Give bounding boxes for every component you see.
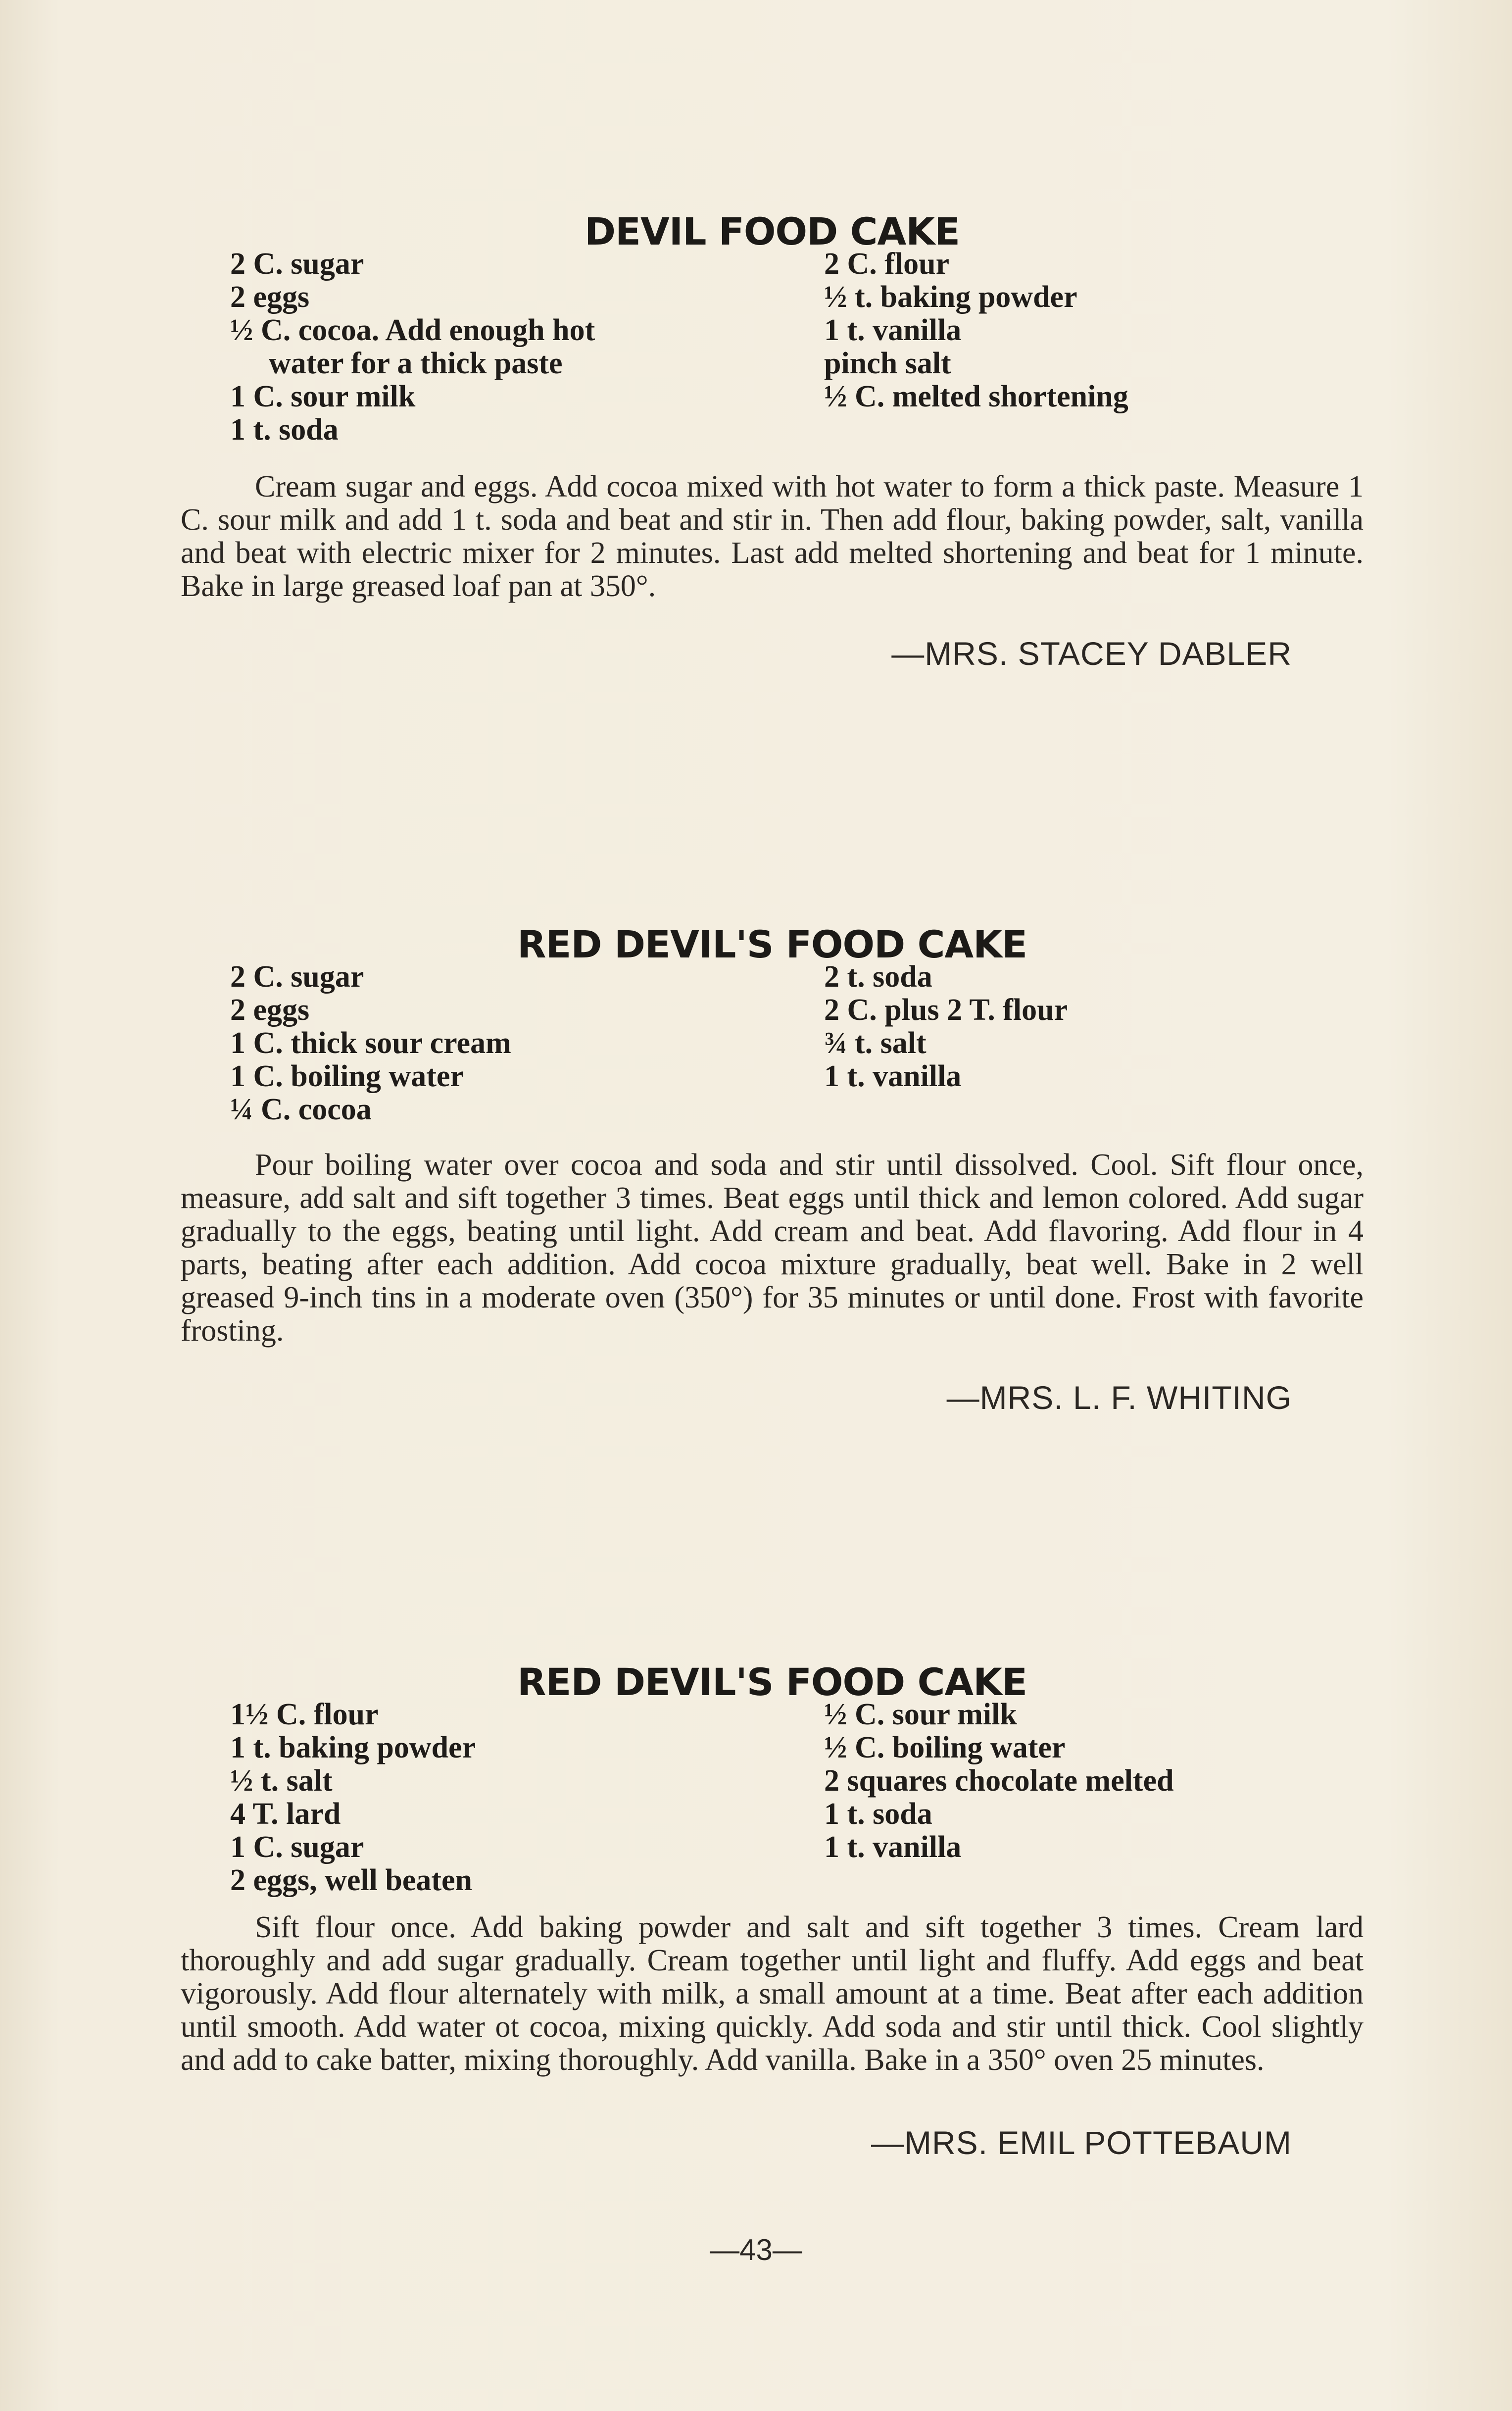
ingredient-item: 2 eggs [230, 280, 310, 314]
recipe-method: Pour boiling water over cocoa and soda and stir until dissolved. Cool. Sift flour once, measure, add salt and sift together 3 times. Beat eggs until thick and lemon colored. Add sugar gradually to the eggs, beating until light. Add cream and beat. Add flavoring. Add flour in 4 parts, beating after each addition. Add cocoa mixture gradually, beat well. Bake in 2 well greased 9-inch tins in a moderate oven (350°) for 35 minutes or until done. Frost with favorite frosting. [181, 1148, 1364, 1348]
ingredient-item: 4 T. lard [230, 1797, 341, 1831]
ingredient-item: 1 t. soda [230, 413, 339, 447]
ingredient-item: ½ C. cocoa. Add enough hot [230, 313, 595, 347]
recipe-contributor: —MRS. L. F. WHITING [946, 1379, 1292, 1416]
ingredient-item: ½ C. boiling water [824, 1731, 1066, 1764]
ingredients-left-column [230, 960, 784, 1126]
ingredient-item: 2 squares chocolate melted [824, 1764, 1174, 1798]
ingredient-item: 1 C. thick sour cream [230, 1026, 511, 1060]
recipe-contributor: —MRS. STACEY DABLER [891, 635, 1292, 672]
ingredients-left-column [230, 248, 784, 447]
ingredient-item: 1 t. vanilla [824, 1830, 962, 1864]
ingredient-item: 1½ C. flour [230, 1698, 379, 1731]
ingredient-item-continuation: water for a thick paste [269, 347, 563, 380]
recipe-title: RED DEVIL'S FOOD CAKE [517, 922, 1027, 967]
ingredient-item: 1 C. sugar [230, 1830, 364, 1864]
ingredient-item: 2 C. plus 2 T. flour [824, 993, 1068, 1027]
ingredient-item: 2 C. sugar [230, 960, 364, 994]
ingredient-item: 1 t. baking powder [230, 1731, 476, 1764]
ingredient-item: 2 C. sugar [230, 247, 364, 281]
ingredients-right-column [824, 960, 1319, 1093]
recipe-contributor: —MRS. EMIL POTTEBAUM [871, 2124, 1292, 2161]
page-number: —43— [710, 2233, 802, 2266]
ingredient-item: 2 C. flour [824, 247, 950, 281]
ingredient-item: 1 t. vanilla [824, 313, 962, 347]
ingredient-item: 1 t. vanilla [824, 1059, 962, 1093]
recipe-title: DEVIL FOOD CAKE [584, 209, 960, 254]
ingredient-item: ½ C. melted shortening [824, 380, 1128, 413]
ingredient-item: ½ t. salt [230, 1764, 333, 1798]
ingredient-item: ¾ t. salt [824, 1026, 927, 1060]
ingredients-left-column [230, 1698, 784, 1897]
ingredients-right-column [824, 248, 1319, 413]
ingredient-item: ½ C. sour milk [824, 1698, 1017, 1731]
ingredient-item: 1 C. sour milk [230, 380, 416, 413]
ingredient-item: 2 eggs, well beaten [230, 1863, 473, 1897]
recipe-method: Sift flour once. Add baking powder and salt and sift together 3 times. Cream lard thoroughly and add sugar gradually. Cream together until light and fluffy. Add eggs and beat vigorously. Add flour alternately with milk, a small amount at a time. Beat after each addition until smooth. Add water ot cocoa, mixing quickly. Add soda and stir until thick. Cool slightly and add to cake batter, mixing thoroughly. Add vanilla. Bake in a 350° oven 25 minutes. [181, 1910, 1364, 2077]
ingredient-item: ¼ C. cocoa [230, 1093, 372, 1126]
ingredients-right-column [824, 1698, 1319, 1864]
ingredient-item: 1 C. boiling water [230, 1059, 464, 1093]
ingredient-item: ½ t. baking powder [824, 280, 1077, 314]
recipe-method: Cream sugar and eggs. Add cocoa mixed with hot water to form a thick paste. Measure 1 C. sour milk and add 1 t. soda and beat and stir in. Then add flour, baking powder, salt, vanilla and beat with electric mixer for 2 minutes. Last add melted shortening and beat for 1 minute. Bake in large greased loaf pan at 350°. [181, 470, 1364, 603]
recipe-title: RED DEVIL'S FOOD CAKE [517, 1660, 1027, 1705]
ingredient-item: 2 eggs [230, 993, 310, 1027]
ingredient-item: 1 t. soda [824, 1797, 932, 1831]
ingredient-item: 2 t. soda [824, 960, 932, 994]
ingredient-item: pinch salt [824, 347, 951, 380]
